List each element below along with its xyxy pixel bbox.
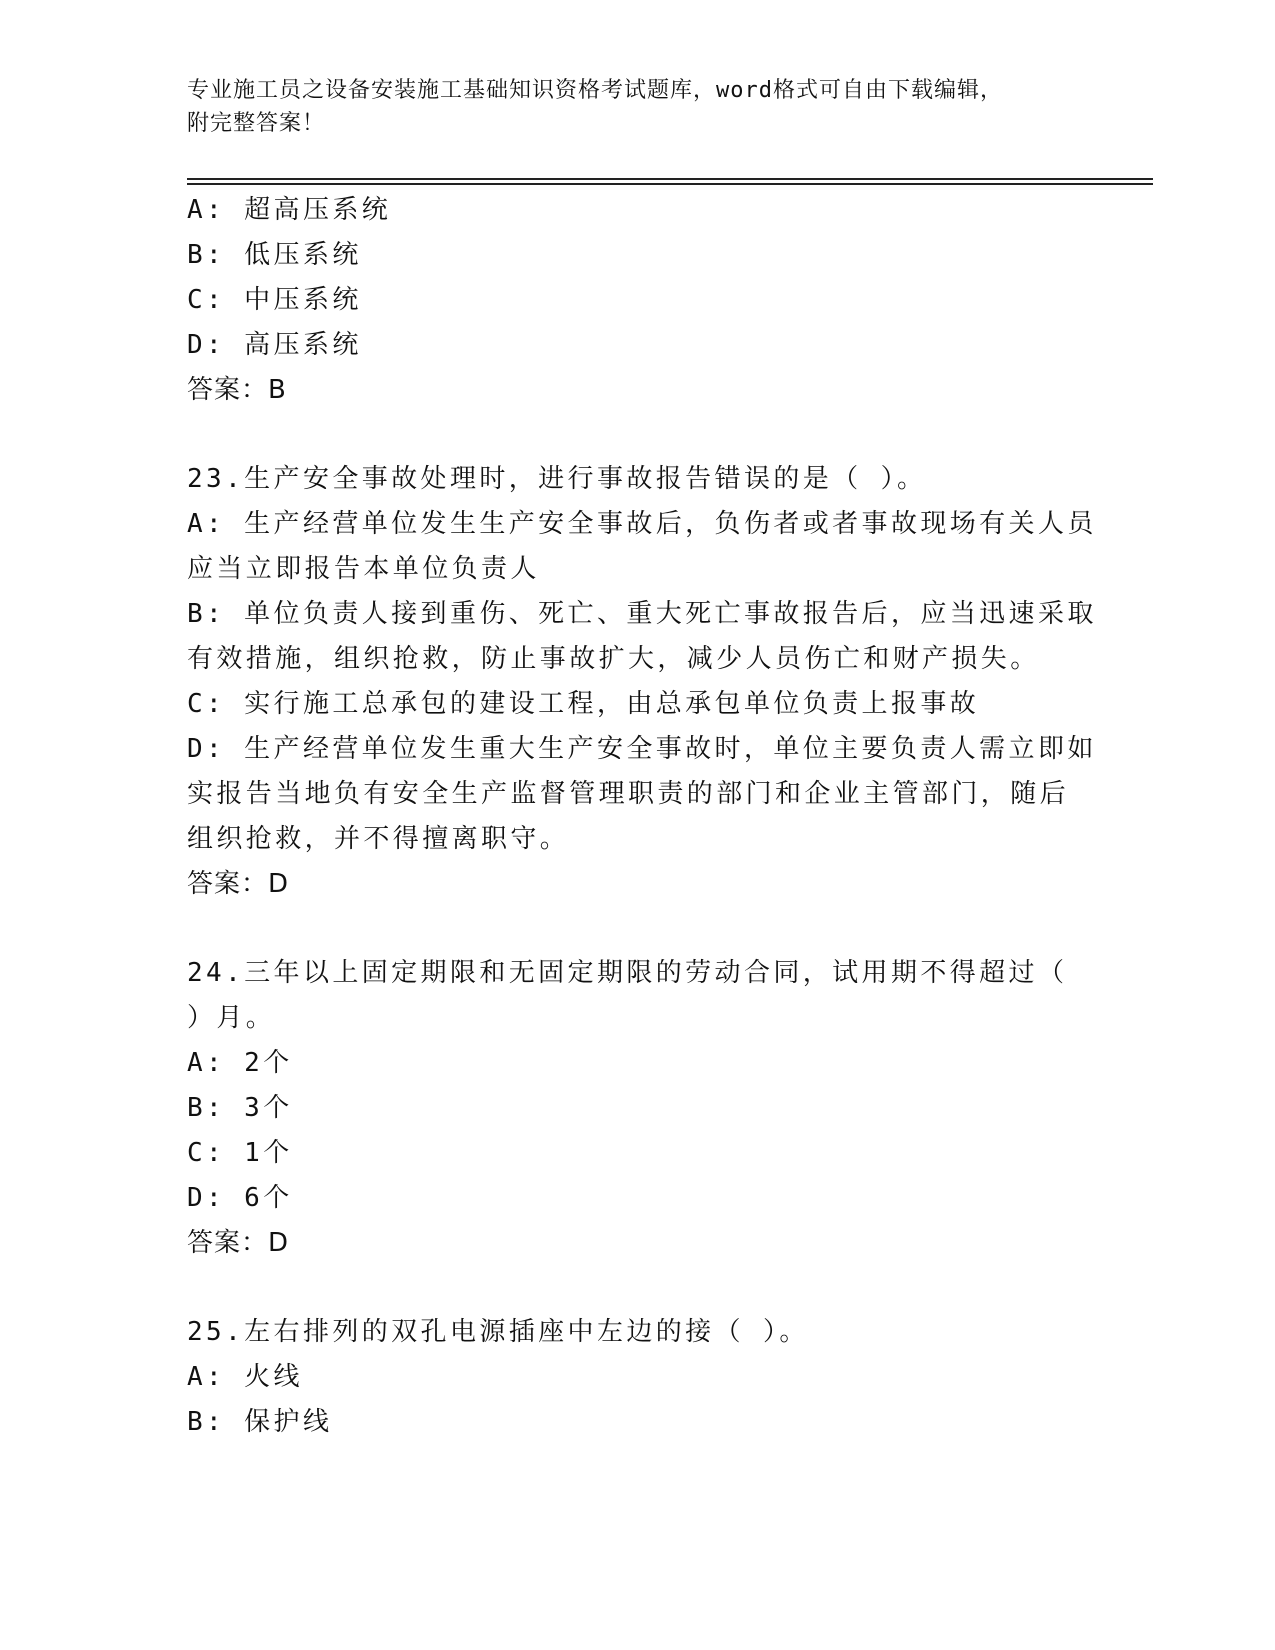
q25-option-b: B: 保护线 xyxy=(187,1407,333,1437)
q23-option-a-line-2: 应当立即报告本单位负责人 xyxy=(187,554,540,584)
q23-option-b-line-1: B: 单位负责人接到重伤、死亡、重大死亡事故报告后，应当迅速采取 xyxy=(187,599,1097,629)
q25-option-a: A: 火线 xyxy=(187,1362,303,1392)
q24-option-b: B: 3个 xyxy=(187,1093,293,1123)
q22-option-a: A: 超高压系统 xyxy=(187,195,392,225)
header-divider-top xyxy=(187,178,1153,180)
q23-answer: 答案：D xyxy=(187,869,290,899)
q24-question-line-1: 24.三年以上固定期限和无固定期限的劳动合同，试用期不得超过（ xyxy=(187,958,1068,988)
q22-option-b: B: 低压系统 xyxy=(187,240,362,270)
q24-option-d: D: 6个 xyxy=(187,1183,293,1213)
q23-option-d-line-2: 实报告当地负有安全生产监督管理职责的部门和企业主管部门，随后 xyxy=(187,779,1070,809)
q22-answer: 答案：B xyxy=(187,375,287,405)
q23-option-d-line-1: D: 生产经营单位发生重大生产安全事故时，单位主要负责人需立即如 xyxy=(187,734,1097,764)
q24-option-a: A: 2个 xyxy=(187,1048,293,1078)
header-line-1: 专业施工员之设备安装施工基础知识资格考试题库，word格式可自由下载编辑， xyxy=(187,78,1003,103)
header-line-2: 附完整答案！ xyxy=(187,111,326,136)
q23-option-a-line-1: A: 生产经营单位发生生产安全事故后，负伤者或者事故现场有关人员 xyxy=(187,509,1097,539)
q22-option-c: C: 中压系统 xyxy=(187,285,362,315)
q23-option-d-line-3: 组织抢救，并不得擅离职守。 xyxy=(187,824,570,854)
header-divider-bottom xyxy=(187,183,1153,185)
q23-question: 23.生产安全事故处理时，进行事故报告错误的是（ ）。 xyxy=(187,464,927,494)
q23-option-c: C: 实行施工总承包的建设工程，由总承包单位负责上报事故 xyxy=(187,689,980,719)
q22-option-d: D: 高压系统 xyxy=(187,330,362,360)
document-header xyxy=(187,74,1087,140)
q24-option-c: C: 1个 xyxy=(187,1138,293,1168)
q23-option-b-line-2: 有效措施，组织抢救，防止事故扩大，减少人员伤亡和财产损失。 xyxy=(187,644,1040,674)
q24-question-line-2: ）月。 xyxy=(187,1003,276,1033)
q25-question: 25.左右排列的双孔电源插座中左边的接（ ）。 xyxy=(187,1317,809,1347)
q24-answer: 答案：D xyxy=(187,1228,290,1258)
